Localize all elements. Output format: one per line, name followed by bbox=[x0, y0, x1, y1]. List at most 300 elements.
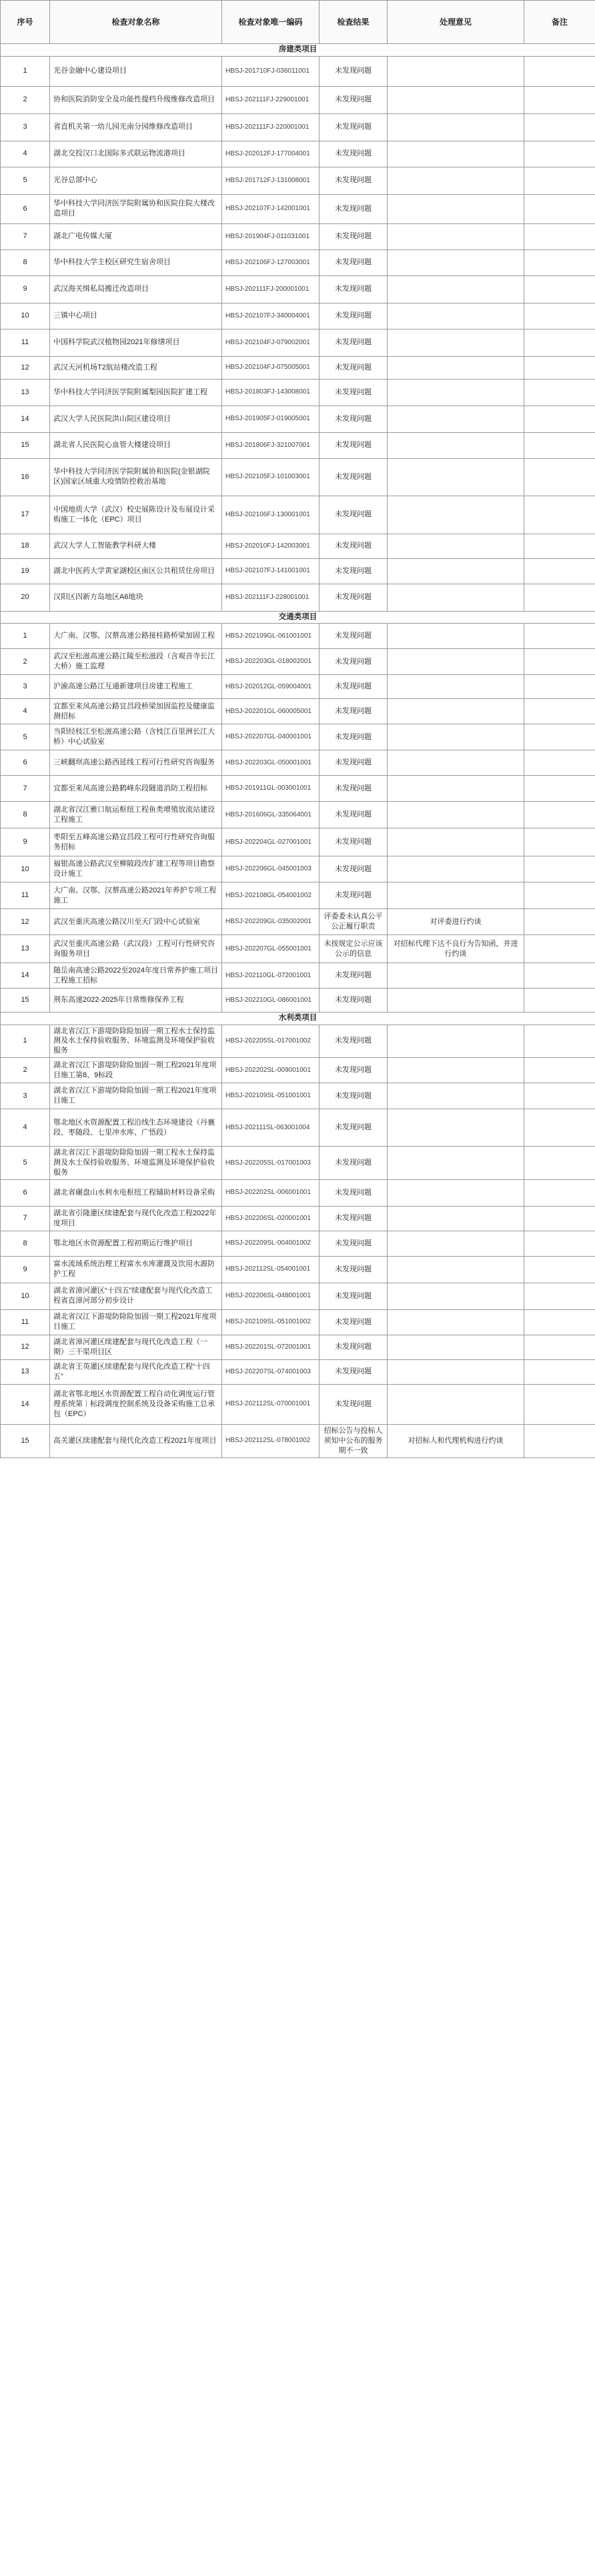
handling-opinion bbox=[388, 802, 524, 828]
check-result: 未发现问题 bbox=[320, 223, 388, 249]
table-row bbox=[1, 724, 595, 750]
object-code: HBSJ-202108GL-054001002 bbox=[222, 882, 320, 909]
object-name: 三峡翻坝高速公路西延线工程可行性研究咨询服务 bbox=[50, 750, 222, 776]
object-code: HBSJ-201905FJ-019005001 bbox=[222, 406, 320, 432]
row-number: 19 bbox=[1, 558, 50, 584]
handling-opinion bbox=[388, 406, 524, 432]
object-name: 三镇中心项目 bbox=[50, 303, 222, 329]
row-number: 9 bbox=[1, 1256, 50, 1283]
check-result: 未发现问题 bbox=[320, 856, 388, 882]
row-number: 4 bbox=[1, 1109, 50, 1147]
remark bbox=[524, 1231, 595, 1256]
object-code: HBSJ-202112SL-078001002 bbox=[222, 1424, 320, 1457]
remark bbox=[524, 406, 595, 432]
table-row bbox=[1, 675, 595, 699]
row-number: 5 bbox=[1, 167, 50, 194]
row-number: 8 bbox=[1, 249, 50, 275]
check-result: 未发现问题 bbox=[320, 1058, 388, 1083]
remark bbox=[524, 558, 595, 584]
handling-opinion bbox=[388, 1283, 524, 1309]
check-result: 未发现问题 bbox=[320, 329, 388, 356]
row-number: 4 bbox=[1, 141, 50, 167]
object-name: 湖北省王英灌区续建配套与现代化改造工程“十四五” bbox=[50, 1359, 222, 1384]
handling-opinion bbox=[388, 649, 524, 675]
row-number: 13 bbox=[1, 1359, 50, 1384]
object-code: HBSJ-202109SL-051001001 bbox=[222, 1083, 320, 1109]
remark bbox=[524, 699, 595, 724]
remark bbox=[524, 303, 595, 329]
remark bbox=[524, 963, 595, 989]
check-result: 未发现问题 bbox=[320, 828, 388, 856]
object-code: HBSJ-201911GL-003001001 bbox=[222, 776, 320, 802]
handling-opinion bbox=[388, 303, 524, 329]
object-code: HBSJ-201904FJ-011031001 bbox=[222, 223, 320, 249]
handling-opinion: 对招标代理下达不良行为告知函，并进行约谈 bbox=[388, 935, 524, 963]
table-row bbox=[1, 1384, 595, 1424]
table-row bbox=[1, 699, 595, 724]
remark bbox=[524, 724, 595, 750]
check-result: 评委委未认真公平公正履行职责 bbox=[320, 909, 388, 935]
check-result: 未发现问题 bbox=[320, 882, 388, 909]
row-number: 10 bbox=[1, 1283, 50, 1309]
object-name: 武汉大学人工智能教学科研大楼 bbox=[50, 534, 222, 558]
table-row bbox=[1, 194, 595, 223]
table-row bbox=[1, 329, 595, 356]
object-code: HBSJ-202205SL-017001003 bbox=[222, 1147, 320, 1180]
object-code: HBSJ-202209GL-035002001 bbox=[222, 909, 320, 935]
object-code: HBSJ-202112SL-070001001 bbox=[222, 1384, 320, 1424]
handling-opinion bbox=[388, 750, 524, 776]
object-code: HBSJ-202104FJ-075005001 bbox=[222, 356, 320, 379]
row-number: 4 bbox=[1, 699, 50, 724]
check-result: 未发现问题 bbox=[320, 802, 388, 828]
section-title: 交通类项目 bbox=[1, 611, 595, 624]
handling-opinion bbox=[388, 1147, 524, 1180]
row-number: 9 bbox=[1, 275, 50, 303]
row-number: 2 bbox=[1, 649, 50, 675]
handling-opinion bbox=[388, 584, 524, 611]
handling-opinion bbox=[388, 356, 524, 379]
table-row bbox=[1, 856, 595, 882]
remark bbox=[524, 141, 595, 167]
remark bbox=[524, 1256, 595, 1283]
handling-opinion bbox=[388, 329, 524, 356]
table-row bbox=[1, 1359, 595, 1384]
handling-opinion bbox=[388, 1309, 524, 1335]
row-number: 1 bbox=[1, 1025, 50, 1058]
object-name: 湖北省鄂北地区水资源配置工程自动化调度运行管理系统第｜标段调度控制系统及设备采购施工总承包（EPC） bbox=[50, 1384, 222, 1424]
check-result: 未发现问题 bbox=[320, 379, 388, 406]
check-result: 未发现问题 bbox=[320, 1025, 388, 1058]
handling-opinion bbox=[388, 1231, 524, 1256]
remark bbox=[524, 458, 595, 496]
table-row bbox=[1, 963, 595, 989]
row-number: 18 bbox=[1, 534, 50, 558]
object-name: 湖北广电传媒大厦 bbox=[50, 223, 222, 249]
row-number: 1 bbox=[1, 56, 50, 86]
handling-opinion bbox=[388, 1206, 524, 1231]
object-name: 武汉至重庆高速公路（武汉段）工程可行性研究咨询服务项目 bbox=[50, 935, 222, 963]
table-row bbox=[1, 584, 595, 611]
object-name: 湖北省汉江下游堤防除险加固一期工程水土保持监测及水土保持验收服务、环境监测及环境保护验收服务 bbox=[50, 1025, 222, 1058]
object-name: 武汉大学人民医院洪山院区建设项目 bbox=[50, 406, 222, 432]
table-row bbox=[1, 1283, 595, 1309]
row-number: 17 bbox=[1, 496, 50, 534]
row-number: 16 bbox=[1, 458, 50, 496]
table-row bbox=[1, 649, 595, 675]
table-body bbox=[1, 44, 595, 1458]
table-row bbox=[1, 750, 595, 776]
check-result: 未发现问题 bbox=[320, 458, 388, 496]
check-result: 未发现问题 bbox=[320, 624, 388, 649]
remark bbox=[524, 356, 595, 379]
row-number: 8 bbox=[1, 1231, 50, 1256]
remark bbox=[524, 1359, 595, 1384]
object-code: HBSJ-202107FJ-340004001 bbox=[222, 303, 320, 329]
header-opinion: 处理意见 bbox=[388, 1, 524, 44]
row-number: 6 bbox=[1, 1179, 50, 1206]
handling-opinion bbox=[388, 675, 524, 699]
table-row bbox=[1, 1206, 595, 1231]
table-row bbox=[1, 1058, 595, 1083]
object-code: HBSJ-202112SL-054001001 bbox=[222, 1256, 320, 1283]
remark bbox=[524, 113, 595, 141]
handling-opinion bbox=[388, 86, 524, 113]
check-result: 未发现问题 bbox=[320, 86, 388, 113]
check-result: 未发现问题 bbox=[320, 1147, 388, 1180]
object-code: HBSJ-202209SL-004001002 bbox=[222, 1231, 320, 1256]
handling-opinion: 对评委进行约谈 bbox=[388, 909, 524, 935]
check-result: 未发现问题 bbox=[320, 194, 388, 223]
row-number: 13 bbox=[1, 935, 50, 963]
row-number: 7 bbox=[1, 223, 50, 249]
row-number: 11 bbox=[1, 882, 50, 909]
handling-opinion bbox=[388, 113, 524, 141]
object-name: 湖北省汉江下游堤防除险加固一期工程水土保持监测及水土保持验收服务、环境监测及环境保护验收服务 bbox=[50, 1147, 222, 1180]
object-code: HBSJ-202210GL-086001001 bbox=[222, 989, 320, 1013]
row-number: 11 bbox=[1, 1309, 50, 1335]
header-result: 检查结果 bbox=[320, 1, 388, 44]
handling-opinion bbox=[388, 1179, 524, 1206]
object-name: 富水流域系统治理工程富水水库灌溉及饮用水源防护工程 bbox=[50, 1256, 222, 1283]
remark bbox=[524, 329, 595, 356]
object-name: 湖北省碾盘山水利水电枢纽工程辅助材料设备采购 bbox=[50, 1179, 222, 1206]
object-name: 湖北交投汉口北国际多式联运物流港项目 bbox=[50, 141, 222, 167]
object-code: HBSJ-202012GL-059004001 bbox=[222, 675, 320, 699]
check-result: 未发现问题 bbox=[320, 1335, 388, 1359]
remark bbox=[524, 249, 595, 275]
remark bbox=[524, 379, 595, 406]
handling-opinion bbox=[388, 223, 524, 249]
check-result: 未发现问题 bbox=[320, 1231, 388, 1256]
remark bbox=[524, 86, 595, 113]
remark bbox=[524, 167, 595, 194]
object-name: 武汉天河机场T2航站楼改造工程 bbox=[50, 356, 222, 379]
check-result: 未发现问题 bbox=[320, 303, 388, 329]
check-result: 未发现问题 bbox=[320, 275, 388, 303]
remark bbox=[524, 1147, 595, 1180]
table-row bbox=[1, 167, 595, 194]
check-result: 未发现问题 bbox=[320, 1179, 388, 1206]
object-name: 大广南、汉鄂、汉蔡高速公路2021年养护专项工程施工 bbox=[50, 882, 222, 909]
table-row bbox=[1, 432, 595, 458]
object-code: HBSJ-202106FJ-130001001 bbox=[222, 496, 320, 534]
handling-opinion bbox=[388, 989, 524, 1013]
object-code: HBSJ-202107FJ-142001001 bbox=[222, 194, 320, 223]
check-result: 未发现问题 bbox=[320, 558, 388, 584]
table-header-row bbox=[1, 1, 595, 44]
check-result: 未发现问题 bbox=[320, 534, 388, 558]
handling-opinion bbox=[388, 432, 524, 458]
object-code: HBSJ-202105FJ-101003001 bbox=[222, 458, 320, 496]
object-name: 光谷总部中心 bbox=[50, 167, 222, 194]
handling-opinion bbox=[388, 828, 524, 856]
object-code: HBSJ-202204GL-027001001 bbox=[222, 828, 320, 856]
check-result: 未发现问题 bbox=[320, 249, 388, 275]
object-name: 高关灌区续建配套与现代化改造工程2021年度项目 bbox=[50, 1424, 222, 1457]
table-row bbox=[1, 624, 595, 649]
table-row bbox=[1, 1109, 595, 1147]
row-number: 12 bbox=[1, 1335, 50, 1359]
object-code: HBSJ-202109GL-061001001 bbox=[222, 624, 320, 649]
row-number: 15 bbox=[1, 989, 50, 1013]
object-name: 华中科技大学同济医学院附属梨园医院扩建工程 bbox=[50, 379, 222, 406]
remark bbox=[524, 1335, 595, 1359]
remark bbox=[524, 275, 595, 303]
remark bbox=[524, 649, 595, 675]
object-name: 湖北省汉江雅口航运枢纽工程鱼类增殖放流站建设工程施工 bbox=[50, 802, 222, 828]
check-result: 未发现问题 bbox=[320, 584, 388, 611]
table-row bbox=[1, 1256, 595, 1283]
check-result: 未发现问题 bbox=[320, 776, 388, 802]
object-name: 湖北省漳河灌区“十四五”续建配套与现代化改造工程省直漳河部分初步设计 bbox=[50, 1283, 222, 1309]
remark bbox=[524, 1179, 595, 1206]
object-name: 宜都至来凤高速公路宜昌段桥梁加固监控及健康监测招标 bbox=[50, 699, 222, 724]
check-result: 未按规定公示应该公示的信息 bbox=[320, 935, 388, 963]
row-number: 1 bbox=[1, 624, 50, 649]
object-name: 华中科技大学主校区研究生宿舍项目 bbox=[50, 249, 222, 275]
row-number: 3 bbox=[1, 675, 50, 699]
table-row bbox=[1, 496, 595, 534]
object-name: 湖北省汉江下游堤防除险加固一期工程2021年度项目施工第8、9标段 bbox=[50, 1058, 222, 1083]
object-code: HBSJ-201712FJ-131008001 bbox=[222, 167, 320, 194]
table-row bbox=[1, 989, 595, 1013]
object-name: 枣阳至五峰高速公路宜昌段工程可行性研究咨询服务招标 bbox=[50, 828, 222, 856]
object-name: 福银高速公路武汉至柳陂段改扩建工程等项目勘察设计施工 bbox=[50, 856, 222, 882]
remark bbox=[524, 935, 595, 963]
row-number: 13 bbox=[1, 379, 50, 406]
check-result: 未发现问题 bbox=[320, 963, 388, 989]
row-number: 7 bbox=[1, 1206, 50, 1231]
row-number: 14 bbox=[1, 406, 50, 432]
handling-opinion bbox=[388, 776, 524, 802]
remark bbox=[524, 56, 595, 86]
object-name: 中国科学院武汉植物园2021年修缮项目 bbox=[50, 329, 222, 356]
object-code: HBSJ-202107FJ-141001001 bbox=[222, 558, 320, 584]
check-result: 未发现问题 bbox=[320, 699, 388, 724]
check-result: 未发现问题 bbox=[320, 989, 388, 1013]
handling-opinion bbox=[388, 699, 524, 724]
object-name: 中国地质大学（武汉）校史展陈设计及布展设计采购施工一体化（EPC）项目 bbox=[50, 496, 222, 534]
remark bbox=[524, 989, 595, 1013]
handling-opinion bbox=[388, 496, 524, 534]
object-name: 沪渝高速公路江互通新建项目房建工程施工 bbox=[50, 675, 222, 699]
table-row bbox=[1, 909, 595, 935]
table-row bbox=[1, 828, 595, 856]
handling-opinion bbox=[388, 1359, 524, 1384]
row-number: 2 bbox=[1, 1058, 50, 1083]
object-code: HBSJ-202201GL-060005001 bbox=[222, 699, 320, 724]
handling-opinion bbox=[388, 1109, 524, 1147]
table-row bbox=[1, 1083, 595, 1109]
check-result: 招标公告与投标人须知中公布的服务期不一致 bbox=[320, 1424, 388, 1457]
object-code: HBSJ-202206SL-020001001 bbox=[222, 1206, 320, 1231]
row-number: 10 bbox=[1, 856, 50, 882]
handling-opinion bbox=[388, 1025, 524, 1058]
object-name: 鄂北地区水资源配置工程初期运行维护项目 bbox=[50, 1231, 222, 1256]
object-code: HBSJ-202201SL-072001001 bbox=[222, 1335, 320, 1359]
remark bbox=[524, 194, 595, 223]
table-row bbox=[1, 1231, 595, 1256]
check-result: 未发现问题 bbox=[320, 141, 388, 167]
object-name: 华中科技大学同济医学院附属协和医院住院大楼改造项目 bbox=[50, 194, 222, 223]
remark bbox=[524, 1283, 595, 1309]
check-result: 未发现问题 bbox=[320, 496, 388, 534]
remark bbox=[524, 223, 595, 249]
table-row bbox=[1, 303, 595, 329]
table-row bbox=[1, 356, 595, 379]
check-result: 未发现问题 bbox=[320, 750, 388, 776]
object-code: HBSJ-202207GL-040001001 bbox=[222, 724, 320, 750]
handling-opinion bbox=[388, 882, 524, 909]
handling-opinion: 对招标人和代理机构进行约谈 bbox=[388, 1424, 524, 1457]
table-row bbox=[1, 249, 595, 275]
table-row bbox=[1, 1147, 595, 1180]
remark bbox=[524, 624, 595, 649]
object-code: HBSJ-202106FJ-127003001 bbox=[222, 249, 320, 275]
object-code: HBSJ-202203GL-018002001 bbox=[222, 649, 320, 675]
row-number: 20 bbox=[1, 584, 50, 611]
object-name: 湖北省漳河灌区续建配套与现代化改造工程（一期）三干渠项目区 bbox=[50, 1335, 222, 1359]
handling-opinion bbox=[388, 458, 524, 496]
object-name: 湖北省汉江下游堤防除险加固一期工程2021年度项目施工 bbox=[50, 1309, 222, 1335]
handling-opinion bbox=[388, 275, 524, 303]
remark bbox=[524, 1083, 595, 1109]
object-code: HBSJ-202205SL-017001002 bbox=[222, 1025, 320, 1058]
object-name: 省直机关第一幼儿园光南分园维修改造项目 bbox=[50, 113, 222, 141]
row-number: 15 bbox=[1, 1424, 50, 1457]
object-code: HBSJ-202110GL-072001001 bbox=[222, 963, 320, 989]
handling-opinion bbox=[388, 856, 524, 882]
check-result: 未发现问题 bbox=[320, 1109, 388, 1147]
object-name: 荆东高速2022-2025年日常维修保养工程 bbox=[50, 989, 222, 1013]
handling-opinion bbox=[388, 56, 524, 86]
remark bbox=[524, 1058, 595, 1083]
table-row bbox=[1, 558, 595, 584]
object-code: HBSJ-201710FJ-036011001 bbox=[222, 56, 320, 86]
header-code: 检查对象唯一编码 bbox=[222, 1, 320, 44]
remark bbox=[524, 534, 595, 558]
check-result: 未发现问题 bbox=[320, 56, 388, 86]
object-name: 随岳南高速公路2022至2024年度日常养护施工项目工程施工招标 bbox=[50, 963, 222, 989]
row-number: 11 bbox=[1, 329, 50, 356]
table-row bbox=[1, 141, 595, 167]
check-result: 未发现问题 bbox=[320, 1256, 388, 1283]
object-name: 鄂北地区水资源配置工程沿线生态环境建设（丹襄段、枣随段、七里冲水库、广悟段） bbox=[50, 1109, 222, 1147]
object-name: 湖北中医药大学黄家湖校区南区公共租赁住房项目 bbox=[50, 558, 222, 584]
row-number: 6 bbox=[1, 750, 50, 776]
remark bbox=[524, 1384, 595, 1424]
object-name: 大广南、汉鄂、汉蔡高速公路接桂路桥梁加固工程 bbox=[50, 624, 222, 649]
table-row bbox=[1, 56, 595, 86]
object-name: 协和医院消防安全及功能性提档升级维修改造项目 bbox=[50, 86, 222, 113]
object-name: 湖北省汉江下游堤防除险加固一期工程2021年度项目施工 bbox=[50, 1083, 222, 1109]
object-code: HBSJ-202206SL-048001001 bbox=[222, 1283, 320, 1309]
table-row bbox=[1, 1309, 595, 1335]
object-name: 汉阳区四新方岛地区A6地块 bbox=[50, 584, 222, 611]
remark bbox=[524, 776, 595, 802]
remark bbox=[524, 1206, 595, 1231]
header-remark: 备注 bbox=[524, 1, 595, 44]
check-result: 未发现问题 bbox=[320, 356, 388, 379]
object-code: HBSJ-201803FJ-143008001 bbox=[222, 379, 320, 406]
row-number: 12 bbox=[1, 356, 50, 379]
object-name: 武汉海关缉私局搬迁改造项目 bbox=[50, 275, 222, 303]
object-code: HBSJ-202111FJ-200001001 bbox=[222, 275, 320, 303]
object-code: HBSJ-202104FJ-079002001 bbox=[222, 329, 320, 356]
row-number: 5 bbox=[1, 1147, 50, 1180]
object-code: HBSJ-202111SL-063001004 bbox=[222, 1109, 320, 1147]
handling-opinion bbox=[388, 1058, 524, 1083]
row-number: 8 bbox=[1, 802, 50, 828]
table-row bbox=[1, 406, 595, 432]
row-number: 9 bbox=[1, 828, 50, 856]
remark bbox=[524, 909, 595, 935]
remark bbox=[524, 882, 595, 909]
table-row bbox=[1, 935, 595, 963]
check-result: 未发现问题 bbox=[320, 432, 388, 458]
table-row bbox=[1, 802, 595, 828]
table-row bbox=[1, 534, 595, 558]
check-result: 未发现问题 bbox=[320, 649, 388, 675]
object-name: 当阳经枝江至松滋高速公路（含枝江百里洲长江大桥）中心试验室 bbox=[50, 724, 222, 750]
check-result: 未发现问题 bbox=[320, 167, 388, 194]
object-name: 武汉至松滋高速公路江陵至松滋段（含观音寺长江大桥）施工监理 bbox=[50, 649, 222, 675]
object-code: HBSJ-201806FJ-321007001 bbox=[222, 432, 320, 458]
object-code: HBSJ-202203GL-050001001 bbox=[222, 750, 320, 776]
object-code: HBSJ-202207SL-074001003 bbox=[222, 1359, 320, 1384]
handling-opinion bbox=[388, 1256, 524, 1283]
object-name: 光谷金融中心建设项目 bbox=[50, 56, 222, 86]
table-row bbox=[1, 1335, 595, 1359]
row-number: 10 bbox=[1, 303, 50, 329]
remark bbox=[524, 584, 595, 611]
check-result: 未发现问题 bbox=[320, 724, 388, 750]
object-name: 湖北省人民医院心血管大楼建设项目 bbox=[50, 432, 222, 458]
object-code: HBSJ-202111FJ-220001001 bbox=[222, 113, 320, 141]
object-code: HBSJ-202109SL-051001002 bbox=[222, 1309, 320, 1335]
table-row bbox=[1, 113, 595, 141]
row-number: 14 bbox=[1, 1384, 50, 1424]
remark bbox=[524, 432, 595, 458]
check-result: 未发现问题 bbox=[320, 1206, 388, 1231]
object-name: 华中科技大学同济医学院附属协和医院(金银湖院区)国家区域重大疫情防控救治基地 bbox=[50, 458, 222, 496]
remark bbox=[524, 1424, 595, 1457]
remark bbox=[524, 802, 595, 828]
table-row bbox=[1, 458, 595, 496]
row-number: 15 bbox=[1, 432, 50, 458]
section-header-row bbox=[1, 611, 595, 624]
